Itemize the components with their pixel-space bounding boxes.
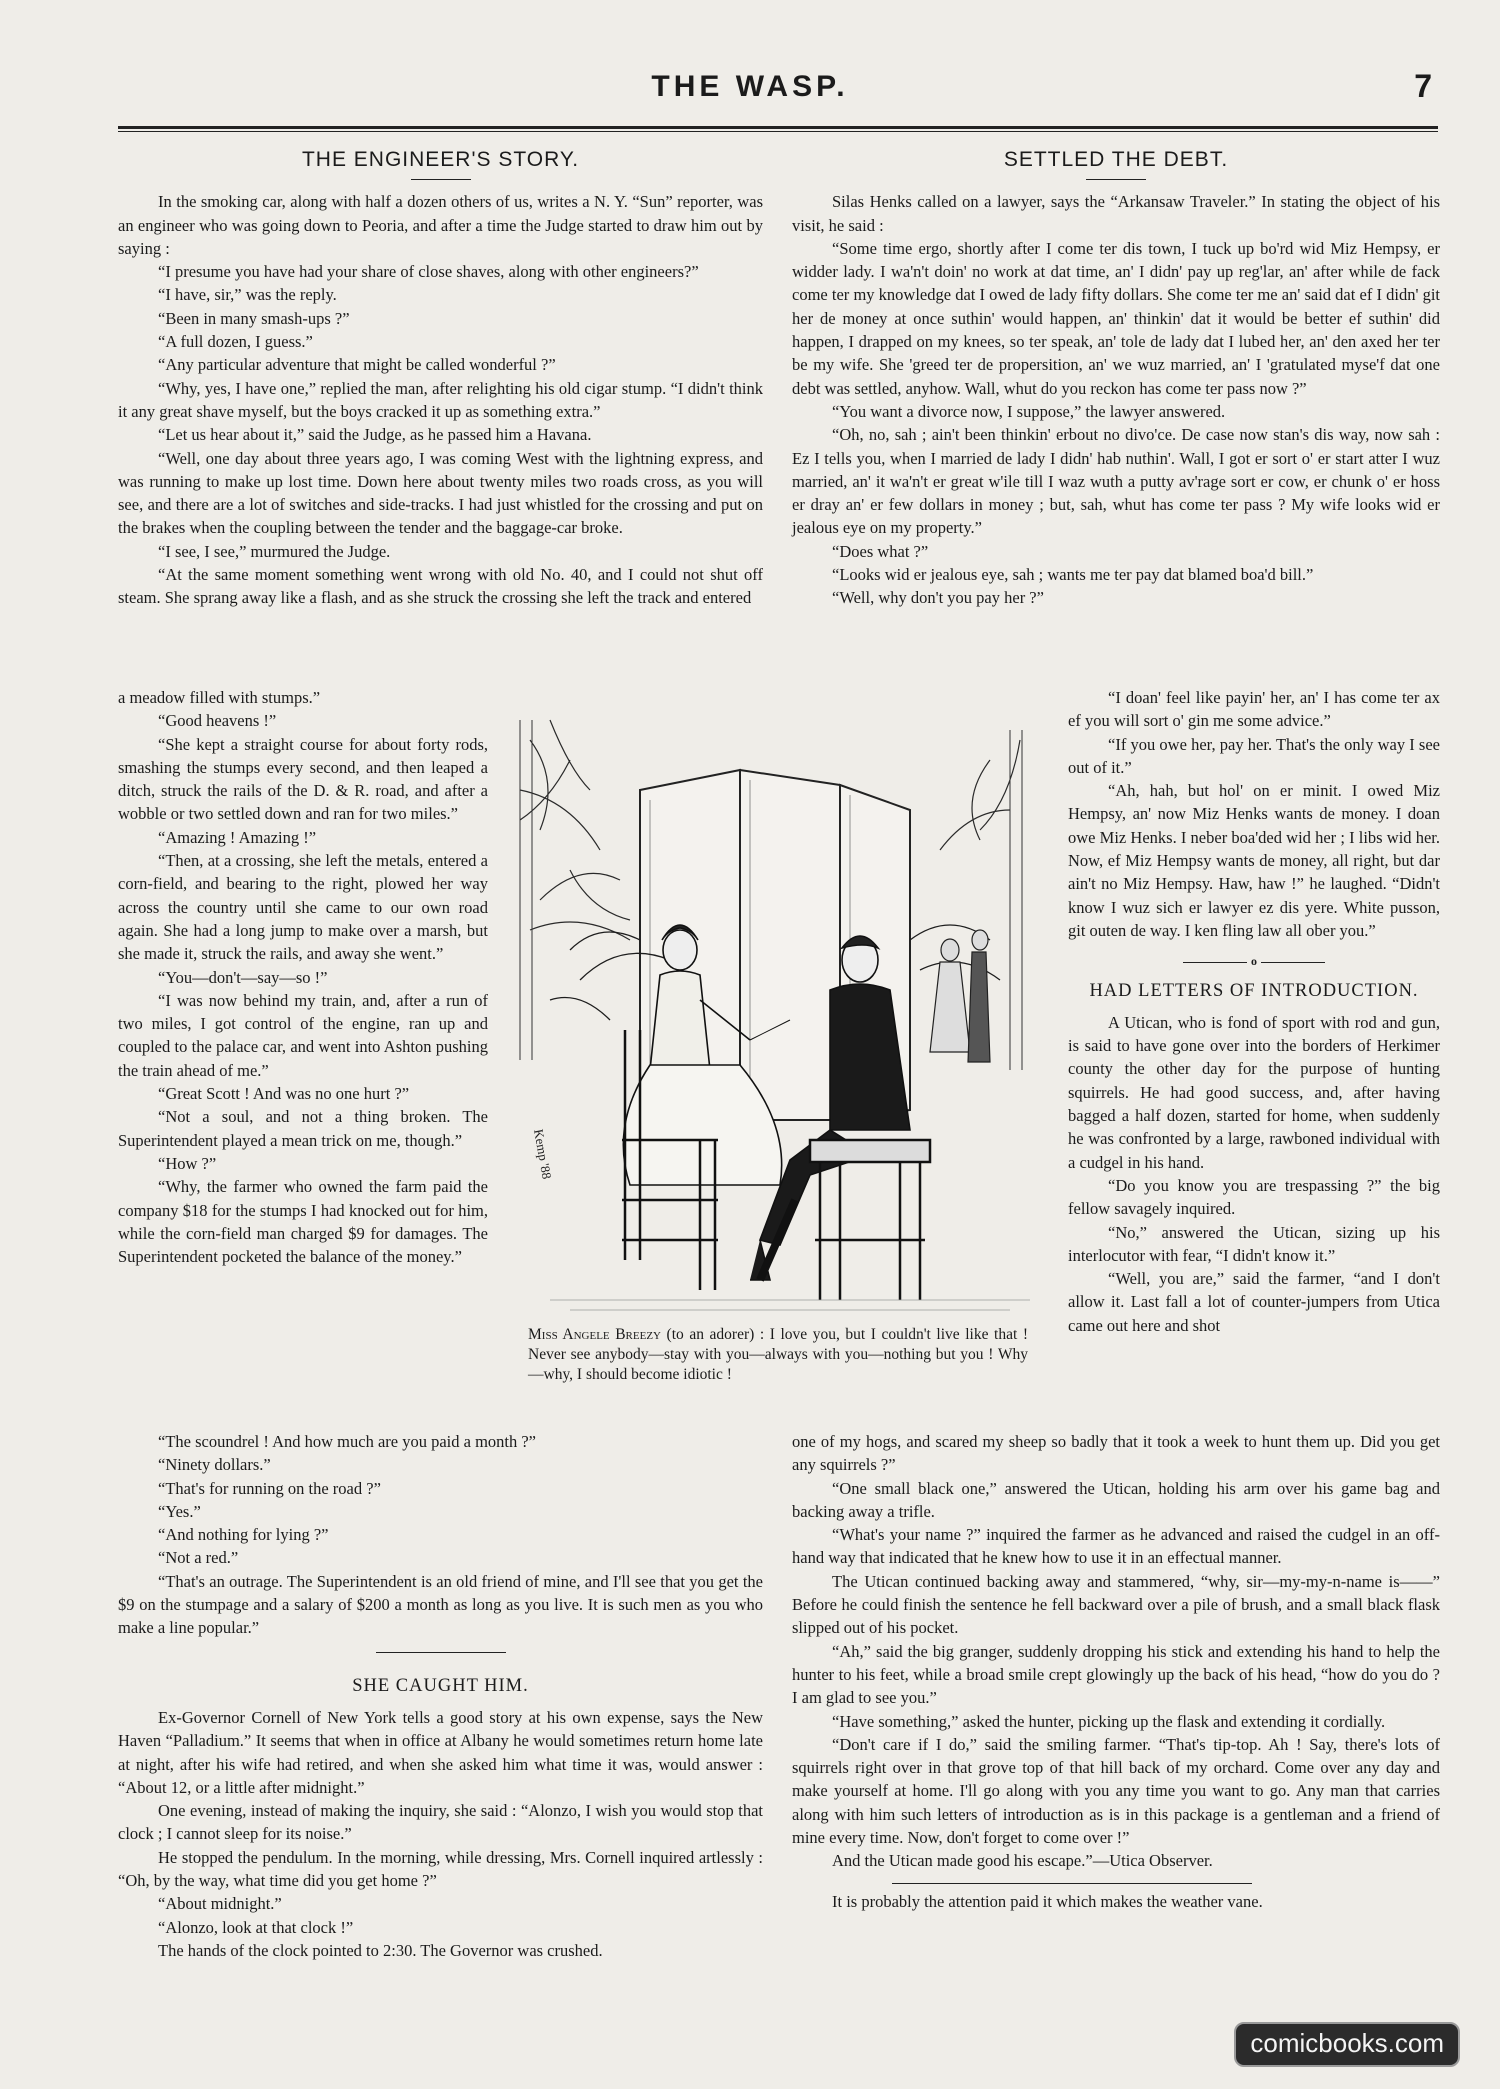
paragraph: “The scoundrel ! And how much are you paid a month ?” <box>158 1432 537 1451</box>
paragraph: a meadow filled with stumps.” <box>118 688 321 707</box>
engineer-story-bottom <box>118 1430 763 1962</box>
heading-underline <box>1086 179 1146 180</box>
paragraph: Ex-Governor Cornell of New York tells a good story at his own expense, says the New Haven “Palladium.” It seems that when in office at Albany he would sometimes return home late at night, after his wife had retired, and when she asked him what time it was, would answer : “About 12, or a little after midnight.” <box>118 1707 763 1797</box>
paragraph: “You want a divorce now, I suppose,” the lawyer answered. <box>832 401 1226 421</box>
paragraph: “Why, the farmer who owned the farm paid the company $18 for the stumps I had knocked out for him, while the corn-field man charged $9 for damages. The Superintendent pocketed the balance of the money.” <box>118 1177 488 1267</box>
page-number: 7 <box>1414 68 1432 104</box>
paragraph: One evening, instead of making the inquiry, she said : “Alonzo, I wish you would stop that clock ; I cannot sleep for its noise.” <box>118 1801 763 1844</box>
divider-ornament: o <box>1251 954 1257 969</box>
paragraph: A Utican, who is fond of sport with rod and gun, is said to have gone over into the borders of Herkimer county the other day for the purpose of hunting squirrels. He had good success, and, after having bagged a half dozen, started for home, when suddenly he was confronted by a large, rawboned individual with a cudgel in his hand. <box>1068 1012 1440 1172</box>
engineer-story-mid <box>118 686 488 1268</box>
paragraph: “Don't care if I do,” said the smiling farmer. “That's tip-top. Ah ! Say, there's lots of squirrels right over in that grove top of that hill back of my orchard. Come over any day and make yourself at home. I'll go along with you any time you want to go. Any man that carries along with him such letters of introduction as is in this package is a gentleman and a friend of mine every time. Now, don't forget to come over !” <box>792 1734 1440 1848</box>
paragraph: “Alonzo, look at that clock !” <box>158 1917 354 1937</box>
paragraph: “About midnight.” <box>158 1894 282 1914</box>
paragraph: “Then, at a crossing, she left the metals, entered a corn-field, and bearing to the right, plowed her way across the country until she came to our own road again. She had a long jump to make over a marsh, but she made it, struck the rails, and away she went.” <box>118 851 488 964</box>
caption-text: (to an adorer) : I love you, but I couldn't live like that ! Never see anybody—stay with you—always with you—nothing but you ! Why—why, I should become idiotic ! <box>528 1326 1028 1383</box>
paragraph: “Been in many smash-ups ?” <box>158 308 350 328</box>
paragraph: “She kept a straight course for about forty rods, smashing the stumps every second, and then leaped a ditch, struck the rails of the D. & R. road, and after a wobble or two settled down and ran for two miles.” <box>118 734 488 824</box>
paragraph: “How ?” <box>158 1153 217 1173</box>
paragraph: “Amazing ! Amazing !” <box>158 827 317 847</box>
paragraph: “Looks wid er jealous eye, sah ; wants me ter pay dat blamed boa'd bill.” <box>832 565 1314 585</box>
watermark-logo: comicbooks.com <box>1234 2022 1460 2067</box>
caption-name: Miss Angele Breezy <box>528 1326 661 1343</box>
paragraph: “I presume you have had your share of close shaves, along with other engineers?” <box>158 262 699 282</box>
settled-debt-mid <box>1068 686 1440 1337</box>
paragraph: In the smoking car, along with half a dozen others of us, writes a N. Y. “Sun” reporter, was an engineer who was going down to Peoria, and after a time the Judge started to draw him out by saying : <box>118 192 763 258</box>
paragraph: The hands of the clock pointed to 2:30. The Governor was crushed. <box>158 1940 603 1960</box>
paragraph: “Good heavens !” <box>158 711 277 731</box>
paragraph: And the Utican made good his escape.”—Utica Observer. <box>832 1851 1213 1871</box>
settled-debt-heading: SETTLED THE DEBT. <box>1003 148 1229 171</box>
engraving-illustration <box>510 700 1050 1320</box>
paragraph: The Utican continued backing away and stammered, “why, sir—my-my-n-name is——” Before he could finish the sentence he fell backward over a pile of brush, and a small black flask slipped out of his pocket. <box>792 1571 1440 1638</box>
paragraph: “If you owe her, pay her. That's the only way I see out of it.” <box>1068 734 1440 777</box>
paragraph: “Great Scott ! And was no one hurt ?” <box>158 1084 410 1104</box>
paragraph: “I doan' feel like payin' her, an' I has come ter ax ef you will sort o' gin me some advice.” <box>1068 688 1440 731</box>
paragraph: “At the same moment something went wrong with old No. 40, and I could not shut off steam. She sprang away like a flash, and as she struck the crossing she left the track and entered <box>118 565 763 608</box>
paragraph: “I was now behind my train, and, after a run of two miles, I got control of the engine, ran up and coupled to the palace car, and went into Ashton pushing the train ahead of me.” <box>118 990 488 1080</box>
paragraph: one of my hogs, and scared my sheep so badly that it took a week to hunt them up. Did you get any squirrels ?” <box>792 1432 1440 1475</box>
paragraph: “Ah,” said the big granger, suddenly dropping his stick and extending his hand to help the hunter to his feet, while a broad smile crept glowingly up the back of his head, “how do you do ? I am glad to see you.” <box>792 1641 1440 1708</box>
paragraph: “One small black one,” answered the Utican, holding his arm over his game bag and backing away a trifle. <box>792 1478 1440 1521</box>
paragraph: “That's an outrage. The Superintendent is an old friend of mine, and I'll see that you get the $9 on the stumpage and a salary of $200 a month as long as you live. It is such men as you who make a line popular.” <box>118 1571 763 1638</box>
engineer-story-top <box>118 148 763 610</box>
paragraph: “Do you know you are trespassing ?” the big fellow savagely inquired. <box>1068 1175 1440 1219</box>
paragraph: “I have, sir,” was the reply. <box>158 285 337 305</box>
paragraph: “Not a soul, and not a thing broken. The Superintendent played a mean trick on me, though.” <box>118 1107 488 1150</box>
letters-bottom <box>792 1430 1440 1913</box>
paragraph: “Oh, no, sah ; ain't been thinkin' erbout no divo'ce. De case now stan's dis way, now sah : Ez I tells you, when I married de lady I didn' hab nuthin'. Wall, I got er sort o' er start atter I wuz married, an' it wa'n't er great w'ile till I waz wuth a putty av'rage sort er cow, er chunk o' er hoss er dray an' er few dollars in money ; but, sah, whut has come ter pass ? My wife looks wid er jealous eye on my property.” <box>792 425 1440 538</box>
engineer-story-heading: THE ENGINEER'S STORY. <box>301 148 580 171</box>
section-divider <box>376 1652 506 1653</box>
header-rule <box>118 126 1438 129</box>
paragraph: “Well, one day about three years ago, I was coming West with the lightning express, and was running to make up lost time. Down here about twenty miles two roads cross, as you will see, and there are a lot of switches and side-tracks. I had just whistled for the crossing and put on the brakes when the coupling between the tender and the baggage-car broke. <box>118 448 763 538</box>
paragraph: “Have something,” asked the hunter, picking up the flask and extending it cordially. <box>832 1711 1386 1731</box>
illustration-caption <box>528 1325 1028 1385</box>
paragraph: Silas Henks called on a lawyer, says the “Arkansaw Traveler.” In stating the object of his visit, he said : <box>792 192 1440 235</box>
paragraph: “What's your name ?” inquired the farmer as he advanced and raised the cudgel in an off-hand way that indicated that he knew how to use it in an effectual manner. <box>792 1525 1440 1568</box>
caught-heading: SHE CAUGHT HIM. <box>352 1675 529 1696</box>
letters-heading: HAD LETTERS OF INTRODUCTION. <box>1089 980 1419 1001</box>
paragraph: “Any particular adventure that might be called wonderful ?” <box>158 355 556 375</box>
paragraph: “And nothing for lying ?” <box>158 1525 329 1545</box>
paragraph: “You—don't—say—so !” <box>158 967 328 987</box>
artist-signature: Kemp '88 <box>531 1127 555 1181</box>
paragraph: “I see, I see,” murmured the Judge. <box>158 541 391 561</box>
paragraph: He stopped the pendulum. In the morning, while dressing, Mrs. Cornell inquired artlessly : “Oh, by the way, what time did you get home ?” <box>118 1847 763 1891</box>
paragraph: “A full dozen, I guess.” <box>158 332 313 352</box>
closing-rule <box>892 1883 1252 1884</box>
paragraph: “Well, why don't you pay her ?” <box>832 588 1044 608</box>
closing-line: It is probably the attention paid it which makes the weather vane. <box>832 1891 1263 1911</box>
paragraph: “That's for running on the road ?” <box>158 1478 381 1498</box>
paragraph: “Ah, hah, but hol' on er minit. I owed Miz Hempsy, an' now Miz Henks wants de money. I doan owe Miz Henks. I neber boa'ded wid her ; I libs wid her. Now, ef Miz Hempsy wants de money, all right, but dar ain't no Miz Hempsy. Haw, haw !” he laughed. “Didn't know I wuz sich er lawyer ez dis yere. White pusson, git outen de way. I ken fling law all ober you.” <box>1068 781 1440 940</box>
paragraph: “Not a red.” <box>158 1548 239 1568</box>
paragraph: “Does what ?” <box>832 541 929 561</box>
header-rule-thin <box>118 131 1438 132</box>
paragraph: “No,” answered the Utican, sizing up his interlocutor with fear, “I didn't know it.” <box>1068 1222 1440 1265</box>
paragraph: “Some time ergo, shortly after I come ter dis town, I tuck up bo'rd wid Miz Hempsy, er widder lady. I wa'n't doin' no work at dat time, an' I didn' pay up reg'lar, an' after while de fack come ter my knowledge dat I owed de lady fifty dollars. She come ter me an' said dat ef I didn' git her de money at once suthin' would happen, an' thinkin' dat it would be better ef suthin' did happen, I drapped on my knees, so ter speak, an' tole de lady dat I lubed her, an' den axed her ter be my wife. She 'greed ter de propersition, an' we wuz married, an' I 'gratulated myse'f dat one debt was settled, anyhow. Wall, whut do you reckon has come ter pass now ?” <box>792 238 1440 398</box>
masthead-title: THE WASP. <box>651 70 849 103</box>
paragraph: “Let us hear about it,” said the Judge, as he passed him a Havana. <box>158 425 592 445</box>
paragraph: “Well, you are,” said the farmer, “and I don't allow it. Last fall a lot of counter-jumpers from Utica came out here and shot <box>1068 1269 1440 1335</box>
paragraph: “Yes.” <box>158 1501 201 1521</box>
settled-debt-top <box>792 148 1440 610</box>
paragraph: “Why, yes, I have one,” replied the man, after relighting his old cigar stump. “I didn't think it any great shave myself, but the boys cracked it up as something extra.” <box>118 378 763 421</box>
heading-underline <box>411 179 471 180</box>
paragraph: “Ninety dollars.” <box>158 1455 271 1475</box>
section-divider <box>1068 950 1440 973</box>
